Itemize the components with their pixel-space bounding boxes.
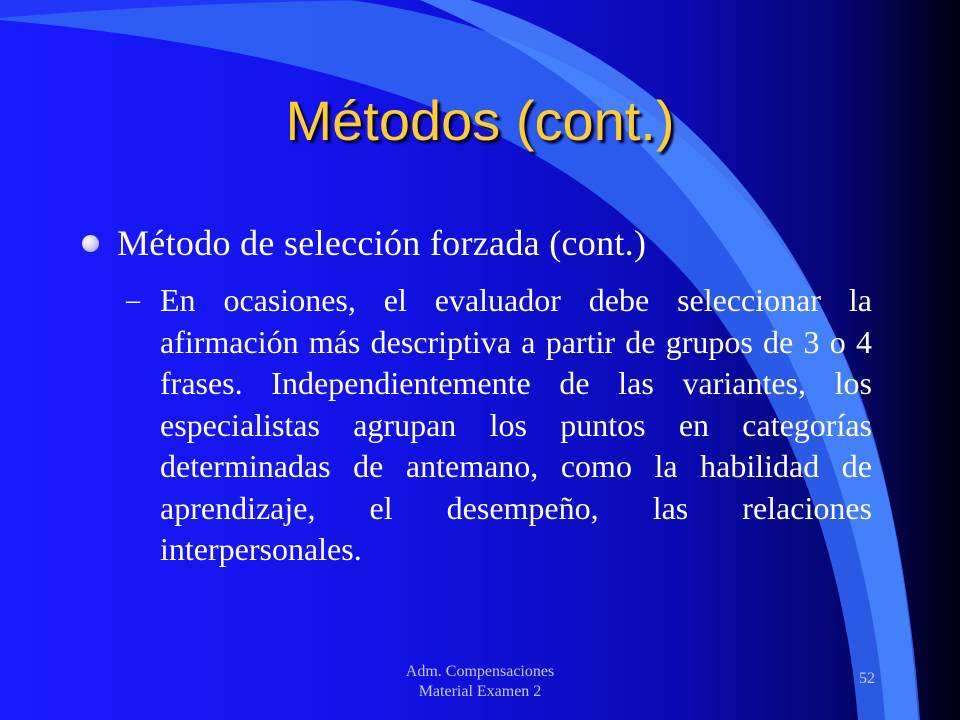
page-number: 52 — [859, 670, 875, 687]
bullet-text: Método de selección forzada (cont.) — [117, 223, 647, 263]
slide-title: Métodos (cont.) — [285, 89, 675, 152]
bullet-item — [82, 222, 646, 264]
footer-line-1: Adm. Compensaciones — [405, 663, 555, 680]
bullet-dot-icon — [82, 235, 99, 252]
footer-line-2: Material Examen 2 — [418, 683, 542, 700]
footer — [330, 662, 630, 702]
dash-icon: – — [126, 285, 140, 316]
sub-bullet-paragraph: En ocasiones, el evaluador debe seleccionar la afirmación más descriptiva a partir de grupos de 3 o 4 frases. Independientemente de las variantes, los especialistas agrupan los puntos en categorías determinadas de antemano, como la habilidad de aprendizaje, el desempeño, las relaciones interpersonales. — [160, 282, 872, 567]
sub-bullet-item — [126, 280, 872, 571]
